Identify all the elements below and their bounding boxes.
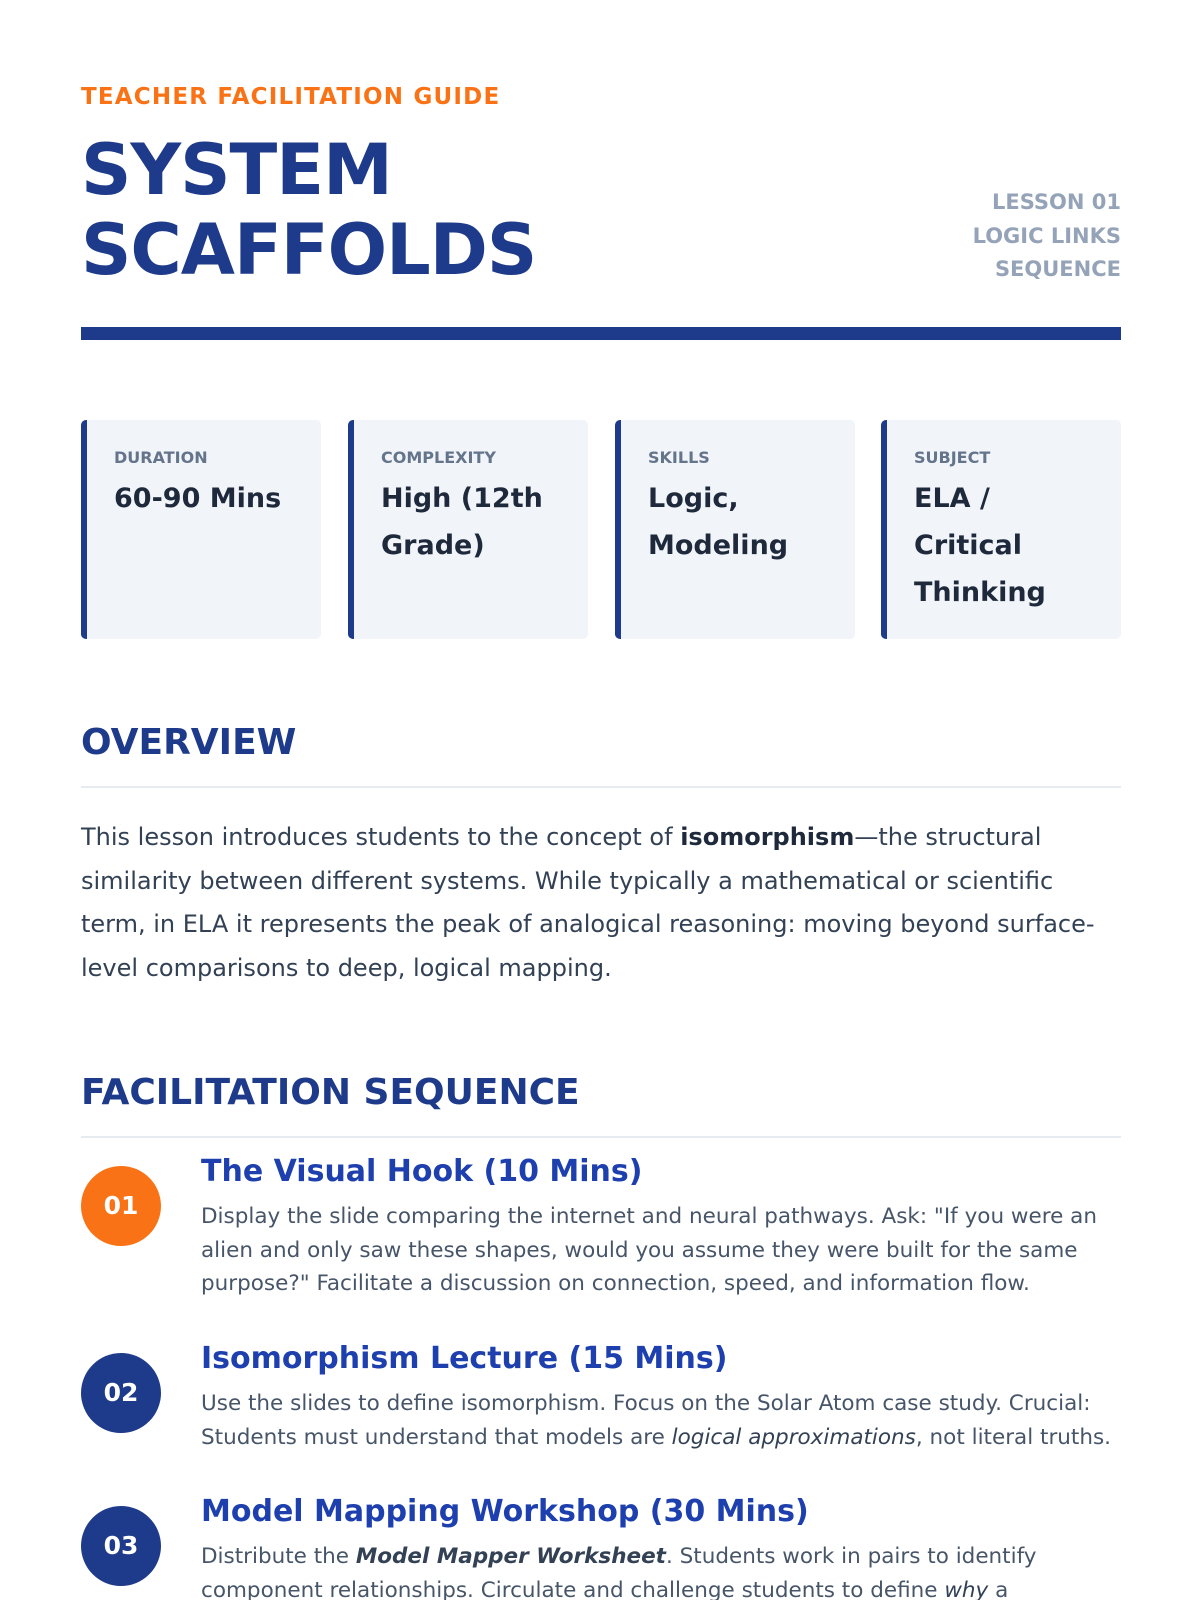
step-description-start: Use the slides to define isomorphism. Focus on the Solar Atom case study. Crucial: Students must understand that models are: [201, 1391, 1091, 1450]
lesson-info-cards: [81, 420, 1121, 639]
step-description-start: Distribute the: [201, 1544, 356, 1569]
info-card-label: SKILLS: [648, 448, 710, 467]
step-number-badge: 01: [81, 1166, 161, 1246]
guide-kicker: TEACHER FACILITATION GUIDE: [81, 84, 501, 110]
info-card-complexity: [348, 420, 588, 639]
info-card-value: Logic, Modeling: [648, 483, 789, 561]
sequence-heading: FACILITATION SEQUENCE: [81, 1072, 580, 1113]
overview-text-intro: This lesson introduces students to the concept of: [81, 823, 681, 851]
step-description-end: , not literal truths.: [915, 1424, 1112, 1450]
info-card-label: SUBJECT: [914, 448, 991, 467]
info-card-label: COMPLEXITY: [381, 448, 496, 467]
step-title: The Visual Hook (10 Mins): [201, 1154, 643, 1189]
info-card-subject: [881, 420, 1121, 639]
step-number-badge: 02: [81, 1353, 161, 1433]
step-description-middle: . Students work in pairs to identify component relationships. Circulate and challenge students to define: [201, 1544, 1037, 1600]
info-card-skills: [615, 420, 855, 639]
info-card-value: High (12th Grade): [381, 483, 543, 561]
info-card-value: ELA / Critical Thinking: [914, 483, 1046, 608]
overview-key-term: isomorphism: [680, 823, 855, 851]
worksheet-name: [356, 1544, 666, 1569]
header-divider: [81, 327, 1121, 340]
overview-text-body: —the structural similarity between different systems. While typically a mathematical or scientific term, in ELA it represents the peak of analogical reasoning: moving beyond surface-level comparisons to deep, logical mapping.: [81, 823, 1095, 982]
step-title: Isomorphism Lecture (15 Mins): [201, 1341, 728, 1376]
step-description-emphasis: why: [944, 1577, 989, 1600]
overview-heading: OVERVIEW: [81, 722, 297, 763]
step-description: [201, 1540, 1121, 1600]
step-number-badge: 03: [81, 1506, 161, 1586]
worksheet-name-text: Model Mapper Worksheet: [355, 1544, 666, 1569]
lesson-meta: [973, 186, 1121, 287]
overview-divider: [81, 786, 1121, 788]
lesson-unit: LOGIC LINKS: [972, 223, 1121, 248]
step-description: Display the slide comparing the internet and neural pathways. Ask: "If you were an alien and only saw these shapes, would you assume they were built for the same purpose?" Facilitate a discussion on connection, speed, and information flow.: [201, 1204, 1097, 1296]
info-card-label: DURATION: [114, 448, 208, 467]
step-description-end: a: [988, 1577, 1009, 1600]
lesson-type: SEQUENCE: [994, 257, 1121, 281]
step-description: [201, 1387, 1121, 1454]
sequence-divider: [81, 1136, 1121, 1138]
overview-text: [81, 816, 1121, 990]
lesson-number: LESSON 01: [992, 190, 1121, 214]
step-description-emphasis: logical approximations: [671, 1424, 916, 1450]
step-title: Model Mapping Workshop (30 Mins): [201, 1494, 809, 1529]
info-card-value: 60-90 Mins: [114, 483, 282, 514]
page-title: [81, 130, 536, 290]
info-card-duration: [81, 420, 321, 639]
page-title-line-2: SCAFFOLDS: [81, 209, 537, 291]
page-title-line-1: SYSTEM: [81, 129, 392, 211]
